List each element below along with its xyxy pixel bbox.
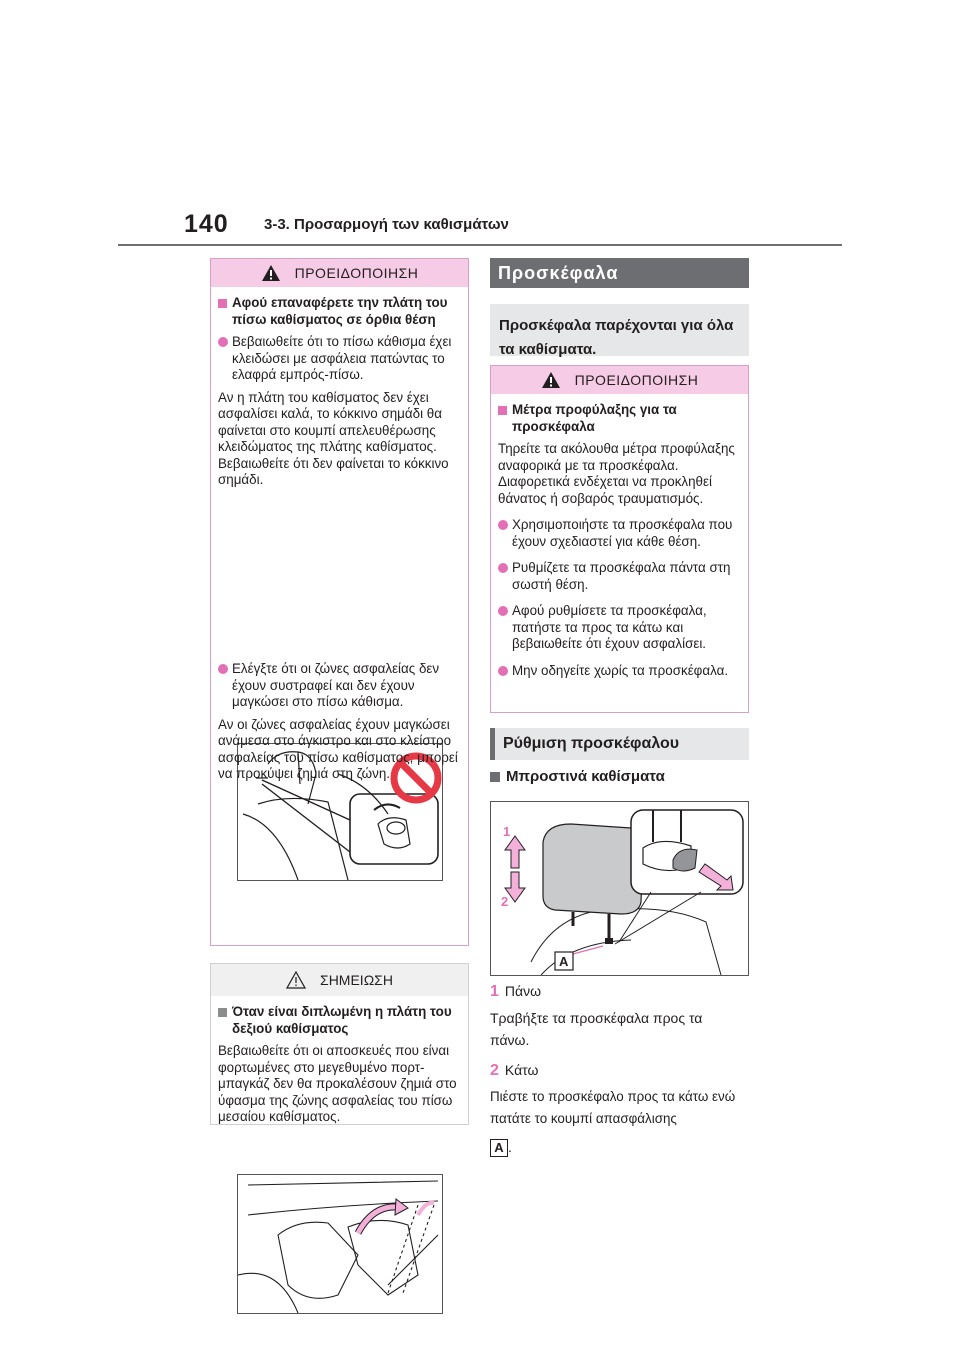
warning-heading: Αφού επαναφέρετε την πλάτη του πίσω καθίσματος σε όρθια θέση (218, 295, 462, 328)
headrest-adjust-illustration (490, 801, 749, 976)
steps-list (490, 980, 745, 1158)
step-down-title: 2 Κάτω (490, 1062, 539, 1079)
warning-triangle-icon (261, 264, 281, 282)
main-section-title: Προσκέφαλα (490, 258, 749, 288)
warning-bullet: Ελέγξτε ότι οι ζώνες ασφαλείας δεν έχουν συστραφεί και δεν έχουν μαγκώσει στο πίσω κάθισμα. (218, 661, 462, 711)
warning-title: ΠΡΟΕΙΔΟΠΟΙΗΣΗ (574, 372, 699, 388)
warning-bullet: Μην οδηγείτε χωρίς τα προσκέφαλα. (498, 663, 742, 680)
warning-paragraph: Αν η πλάτη του καθίσματος δεν έχει ασφαλίσει καλά, το κόκκινο σημάδι θα φαίνεται στο κουμπί απελευθέρωσης κλειδώματος της πλάτης καθίσματος. Βεβαιωθείτε ότι δεν φαίνεται το κόκκινο σημάδι. (218, 389, 449, 487)
warning-bullet: Βεβαιωθείτε ότι το πίσω κάθισμα έχει κλειδώσει με ασφάλεια πατώντας το ελαφρά εμπρός-πίσω. (218, 334, 462, 384)
warning-bullet: Χρησιμοποιήστε τα προσκέφαλα που έχουν σχεδιαστεί για κάθε θέση. (498, 517, 742, 550)
warning-paragraph: Τηρείτε τα ακόλουθα μέτρα προφύλαξης αναφορικά με τα προσκέφαλα. Διαφορετικά ενδέχεται να προκληθεί θάνατος ή σοβαρός τραυματισμός. (498, 441, 735, 506)
step-up-title: 1 Πάνω (490, 983, 542, 1000)
warning-bullet: Αφού ρυθμίσετε τα προσκέφαλα, πατήστε τα προς τα κάτω και βεβαιωθείτε ότι έχουν ασφαλίσει. (498, 603, 742, 653)
note-heading: Όταν είναι διπλωμένη η πλάτη του δεξιού καθίσματος (218, 1004, 462, 1037)
note-box (210, 963, 469, 1125)
step-up-desc: Τραβήξτε τα προσκέφαλα προς τα πάνω. (490, 1010, 703, 1048)
adjust-headrest-title: Ρύθμιση προσκέφαλου (490, 728, 749, 760)
rear-seat-belt-illustration (237, 1174, 443, 1314)
warning-header (211, 259, 468, 287)
warning-box-right (490, 365, 749, 713)
intro-box: Προσκέφαλα παρέχονται για όλα τα καθίσματα. (490, 304, 749, 356)
button-a-badge: A (490, 1139, 508, 1157)
warning-heading: Μέτρα προφύλαξης για τα προσκέφαλα (498, 402, 742, 435)
label-up: 1 (503, 824, 511, 839)
warning-paragraph: Αν οι ζώνες ασφαλείας έχουν μαγκώσει ανάμεσα στο άγκιστρο και στο κλείστρο ασφαλείας του πίσω καθίσματος, μπορεί να προκύψει ζημιά στη ζώνη. (218, 716, 458, 781)
warning-box-left (210, 258, 469, 946)
warning-header (491, 366, 748, 394)
page-number: 140 (184, 210, 229, 238)
front-seats-heading: Μπροστινά καθίσματα (490, 768, 665, 785)
warning-title: ΠΡΟΕΙΔΟΠΟΙΗΣΗ (294, 265, 419, 281)
note-title: ΣΗΜΕΙΩΣΗ (320, 972, 393, 988)
section-title: 3-3. Προσαρμογή των καθισμάτων (264, 216, 509, 233)
header-rule (118, 244, 842, 246)
step-down-desc: Πιέστε το προσκέφαλο προς τα κάτω ενώ πατάτε το κουμπί απασφάλισης (490, 1089, 736, 1126)
warning-bullet: Ρυθμίζετε τα προσκέφαλα πάντα στη σωστή θέση. (498, 560, 742, 593)
warning-triangle-icon (541, 371, 561, 389)
label-down: 2 (501, 894, 509, 909)
label-button-a: A (559, 954, 569, 969)
note-paragraph: Βεβαιωθείτε ότι οι αποσκευές που είναι φορτωμένες στο μεγεθυμένο πορτ-μπαγκάζ δεν θα προκαλέσουν ζημιά στο ύφασμα της ζώνης ασφαλείας του πίσω μεσαίου καθίσματος. (218, 1043, 457, 1124)
step-down-ref: A . (490, 1136, 745, 1158)
note-header (211, 964, 468, 996)
caution-triangle-icon (286, 971, 306, 989)
